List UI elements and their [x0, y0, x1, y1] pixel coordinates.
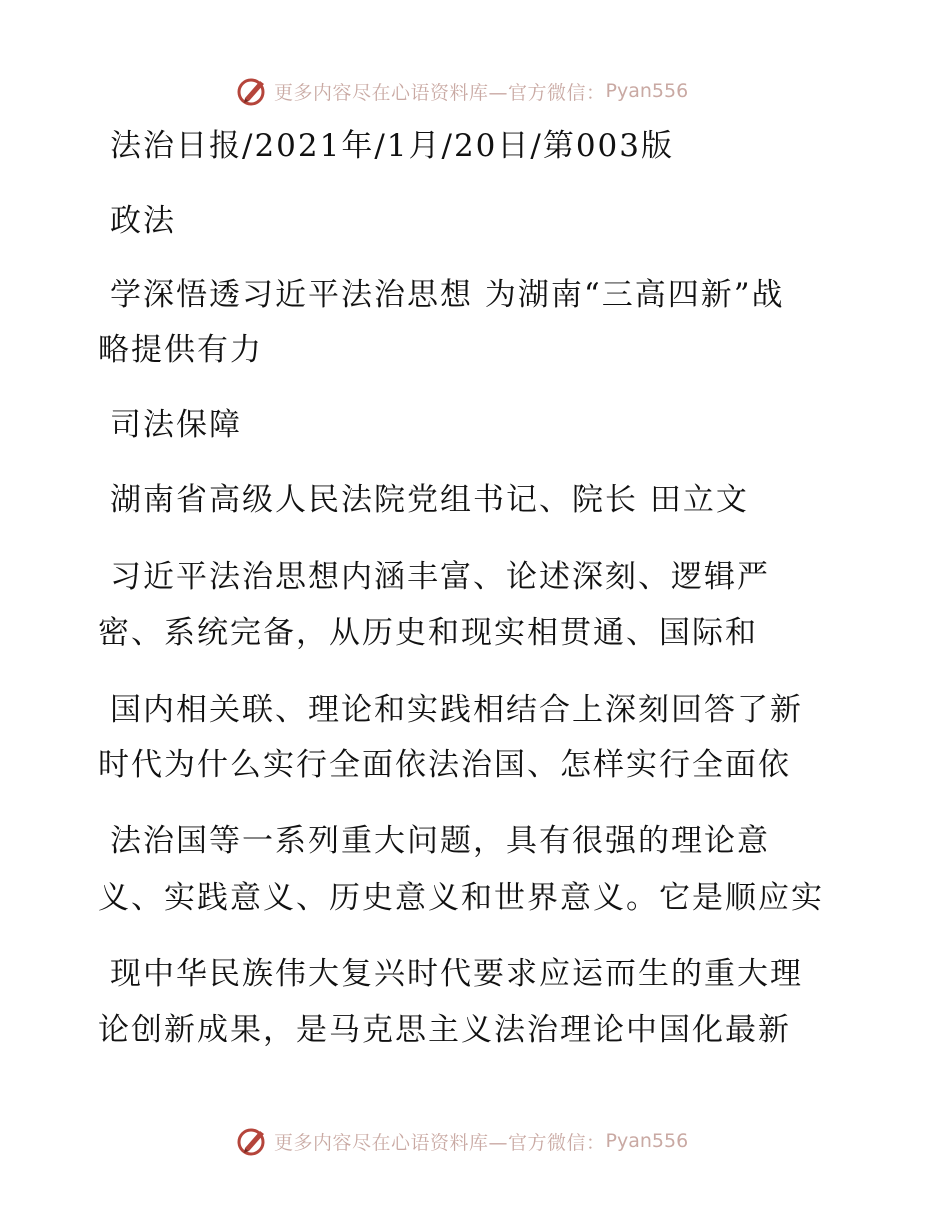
watermark-text: 更多内容尽在心语资料库—官方微信：: [274, 81, 606, 104]
body-text-line: 法治国等一系列重大问题，具有很强的理论意: [110, 823, 770, 859]
newspaper-dateline: 法治日报/2021年/1月/20日/第003版: [110, 128, 675, 164]
header-watermark: [236, 74, 688, 108]
body-text-line: 现中华民族伟大复兴时代要求应运而生的重大理: [110, 956, 803, 992]
body-text-line: 国内相关联、理论和实践相结合上深刻回答了新: [110, 692, 803, 728]
headline-line-2: 略提供有力: [98, 332, 263, 368]
body-text-line: 时代为什么实行全面依法治国、怎样实行全面依: [98, 747, 791, 783]
watermark-wechat-id: Pyan556: [605, 1130, 689, 1152]
body-text-line: 义、实践意义、历史意义和世界意义。它是顺应实: [98, 880, 824, 916]
body-text-line: 习近平法治思想内涵丰富、论述深刻、逻辑严: [110, 559, 770, 595]
footer-watermark: [236, 1124, 688, 1158]
author-line: 湖南省高级人民法院党组书记、院长 田立文: [110, 482, 749, 518]
pen-logo-icon: [236, 75, 268, 107]
watermark-wechat-id: Pyan556: [605, 80, 689, 102]
headline-line-3: 司法保障: [110, 407, 242, 443]
section-label: 政法: [110, 203, 176, 239]
body-text-line: 密、系统完备，从历史和现实相贯通、国际和: [98, 615, 758, 651]
watermark-text: 更多内容尽在心语资料库—官方微信：: [274, 1131, 606, 1154]
body-text-line: 论创新成果，是马克思主义法治理论中国化最新: [98, 1012, 791, 1048]
headline-line-1: 学深悟透习近平法治思想 为湖南“三高四新”战: [110, 277, 785, 313]
pen-logo-icon: [236, 1125, 268, 1157]
